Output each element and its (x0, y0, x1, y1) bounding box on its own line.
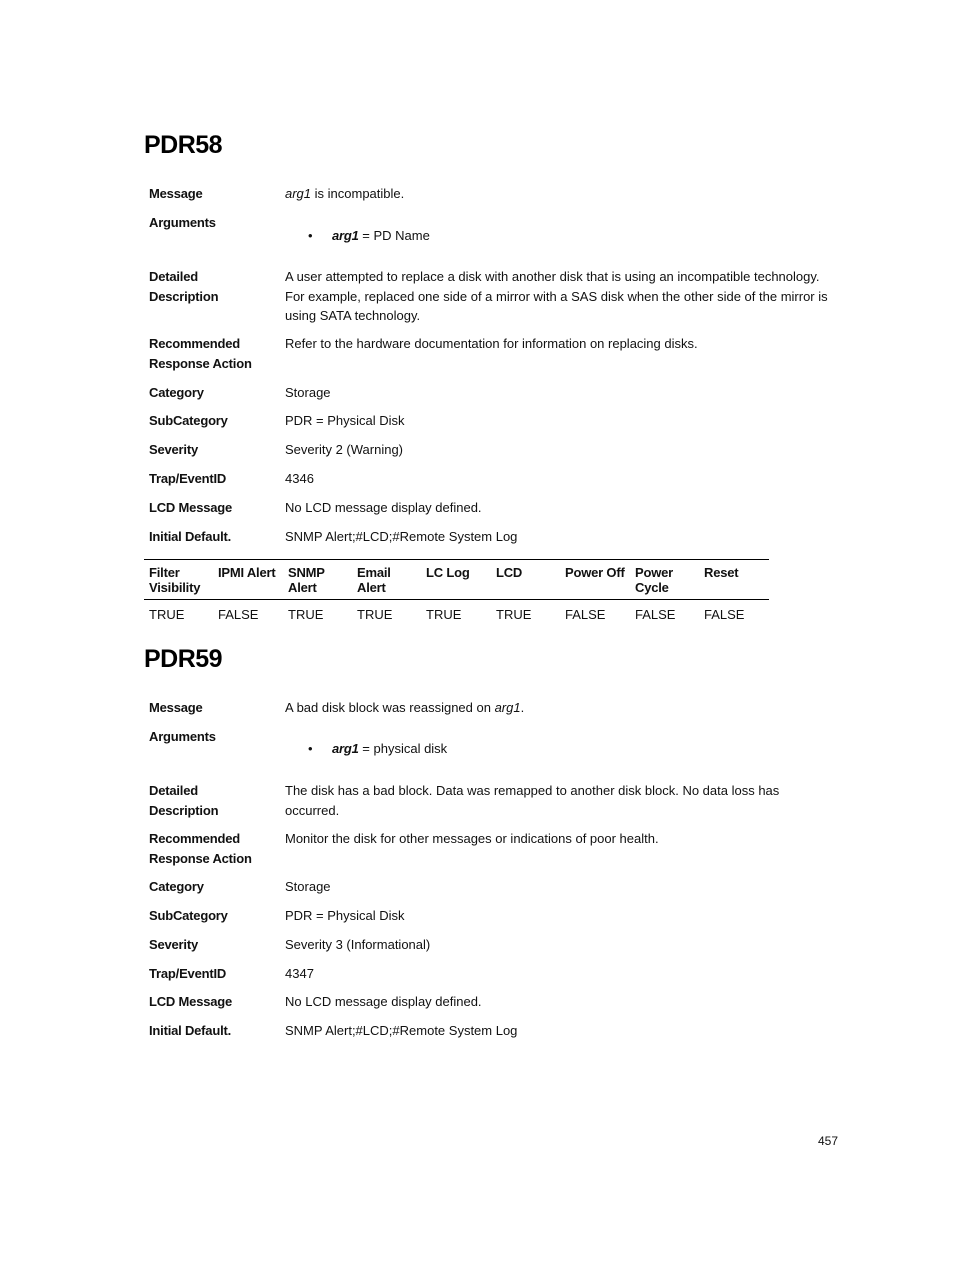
subcategory-label: SubCategory (149, 908, 228, 923)
detailed-description-value: The disk has a bad block. Data was remapped to another disk block. No data loss has occurred. (285, 783, 780, 818)
arguments-label: Arguments (149, 729, 216, 744)
lcd-message-value: No LCD message display defined. (285, 994, 482, 1009)
lcd-message-label: LCD Message (149, 994, 233, 1009)
category-label: Category (149, 879, 204, 894)
initial-default-label: Initial Default. (149, 529, 232, 544)
severity-label: Severity (149, 937, 198, 952)
arg-name: arg1 (332, 228, 359, 243)
table-cell: TRUE (496, 607, 532, 622)
arg-description: = physical disk (358, 741, 448, 756)
subcategory-value: PDR = Physical Disk (285, 908, 405, 923)
table-header-cell: Power Cycle (635, 565, 674, 595)
subcategory-label: SubCategory (149, 413, 228, 428)
table-cell: TRUE (357, 607, 393, 622)
detailed-description-label: Detailed Description (149, 269, 219, 304)
message-label: Message (149, 186, 203, 201)
lcd-message-label: LCD Message (149, 500, 233, 515)
message-text-end: . (520, 700, 525, 715)
arg-description: = PD Name (358, 228, 430, 243)
severity-label: Severity (149, 442, 198, 457)
table-header-cell: Power Off (565, 565, 625, 580)
bullet-icon: • (308, 228, 313, 243)
message-value (285, 184, 835, 204)
table-header-cell: Email Alert (357, 565, 391, 595)
table-header-cell: SNMP Alert (288, 565, 325, 595)
lcd-message-value: No LCD message display defined. (285, 500, 482, 515)
table-cell: TRUE (288, 607, 324, 622)
table-cell: FALSE (635, 607, 676, 622)
table-header-cell: Reset (704, 565, 739, 580)
table-cell: TRUE (149, 607, 185, 622)
category-value: Storage (285, 879, 331, 894)
trap-eventid-label: Trap/EventID (149, 471, 227, 486)
section-title-pdr59: PDR59 (144, 645, 223, 673)
arg-name: arg1 (332, 741, 359, 756)
message-text: is incompatible. (311, 186, 405, 201)
table-header-cell: LC Log (426, 565, 470, 580)
table-cell: TRUE (426, 607, 462, 622)
recommended-action-label: Recommended Response Action (149, 336, 252, 371)
initial-default-value: SNMP Alert;#LCD;#Remote System Log (285, 529, 518, 544)
recommended-action-label: Recommended Response Action (149, 831, 252, 866)
bullet-icon: • (308, 741, 313, 756)
detailed-description-value: A user attempted to replace a disk with another disk that is using an incompatible technology. For example, replaced one side of a mirror with a SAS disk when the other side of the mirror is using SATA technology. (285, 269, 828, 323)
page-number: 457 (818, 1134, 839, 1148)
trap-eventid-value: 4347 (285, 966, 314, 981)
arguments-label: Arguments (149, 215, 216, 230)
table-header-rule (144, 599, 769, 600)
trap-eventid-value: 4346 (285, 471, 314, 486)
table-top-rule (144, 559, 769, 560)
table-cell: FALSE (704, 607, 745, 622)
recommended-action-value: Monitor the disk for other messages or indications of poor health. (285, 831, 659, 846)
table-header-cell: LCD (496, 565, 523, 580)
arg-name: arg1 (494, 700, 521, 715)
recommended-action-value: Refer to the hardware documentation for information on replacing disks. (285, 336, 698, 351)
trap-eventid-label: Trap/EventID (149, 966, 227, 981)
category-label: Category (149, 385, 204, 400)
table-header-cell: IPMI Alert (218, 565, 276, 580)
initial-default-label: Initial Default. (149, 1023, 232, 1038)
severity-value: Severity 3 (Informational) (285, 937, 431, 952)
severity-value: Severity 2 (Warning) (285, 442, 403, 457)
table-header-cell: Filter Visibility (149, 565, 201, 595)
subcategory-value: PDR = Physical Disk (285, 413, 405, 428)
initial-default-value: SNMP Alert;#LCD;#Remote System Log (285, 1023, 518, 1038)
detailed-description-label: Detailed Description (149, 783, 219, 818)
message-value (285, 698, 835, 718)
section-title-pdr58: PDR58 (144, 131, 223, 159)
table-cell: FALSE (565, 607, 606, 622)
message-label: Message (149, 700, 203, 715)
arg-name: arg1 (285, 186, 312, 201)
message-text: A bad disk block was reassigned on (285, 700, 495, 715)
category-value: Storage (285, 385, 331, 400)
table-cell: FALSE (218, 607, 259, 622)
